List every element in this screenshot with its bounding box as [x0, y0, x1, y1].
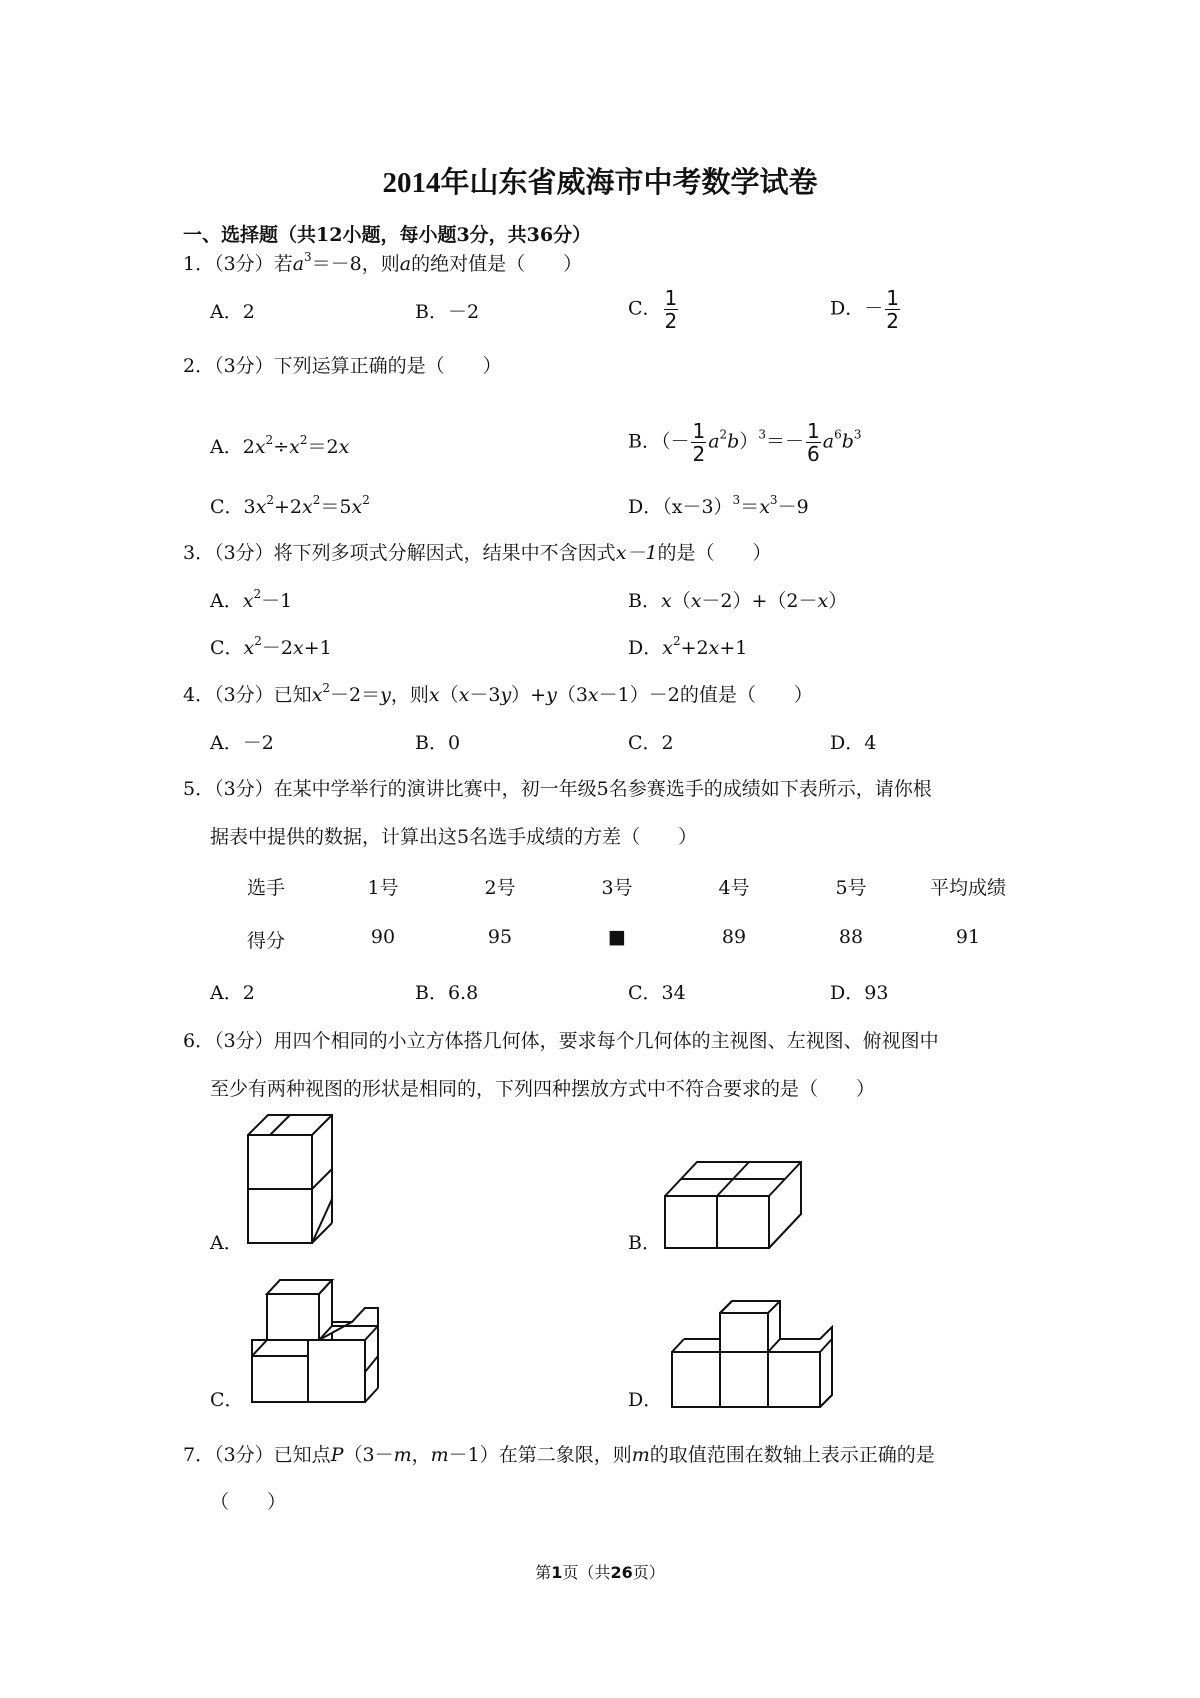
table-header-cell: 5号: [835, 877, 867, 899]
fraction-num: 1: [664, 286, 678, 310]
q7-text-b: 在第二象限，则: [498, 1444, 632, 1466]
q4-option-d: D．4: [830, 732, 877, 754]
q1-option-b: B．－2: [415, 301, 480, 323]
q4-option-a: A．－2: [210, 732, 274, 754]
q2-b-frac2: $\frac{1}{6}$: [807, 419, 820, 466]
q3-factor: x－1: [615, 542, 658, 564]
q2-option-d: D．$(x-3)^3=x^3-9$: [628, 493, 809, 518]
q7-text-c: 的取值范围在数轴上表示正确的是: [649, 1444, 935, 1466]
question-2: 2．（3分）下列运算正确的是（ ）: [183, 355, 502, 377]
question-6-line1: 6．（3分）用四个相同的小立方体搭几何体，要求每个几何体的主视图、左视图、俯视图中: [183, 1030, 939, 1052]
cube-figure-c: [252, 1280, 392, 1402]
question-4: 4．（3分）已知$x^2-2=y$，则x（x－3y）+y（3x－1）－2的值是（ ）: [183, 681, 813, 706]
q2-d-label: D．（x－3）: [628, 496, 733, 518]
q1-text-b: ＝－8，则: [311, 253, 400, 275]
q4-text: 4．（3分）已知: [183, 684, 312, 706]
q1-d-fraction: [885, 287, 900, 332]
q2-b-label: B．（－: [628, 430, 690, 453]
q2-option-a: A．$2x^2\div x^2=2x$: [210, 433, 350, 458]
q4-option-c: C．2: [628, 732, 674, 754]
table-cell: 89: [721, 926, 747, 948]
table-header-cell: 平均成绩: [929, 877, 1006, 899]
q2-c-label: C．: [210, 496, 244, 518]
table-cell: 88: [838, 926, 864, 948]
table-cell: 91: [955, 926, 981, 948]
q1-c-label: C．: [628, 297, 662, 320]
table-cell: 95: [487, 926, 513, 948]
q3-option-d: D．$x^2+2x+1$: [628, 634, 748, 659]
footer-prefix: 第: [535, 1563, 552, 1582]
q1-d-label: D．－: [830, 297, 884, 320]
question-5-line2: 据表中提供的数据，计算出这5名选手成绩的方差（ ）: [210, 826, 698, 848]
q2-b-frac1: $\frac{1}{2}$: [692, 419, 706, 466]
q7-text-a: 7．（3分）已知点: [183, 1444, 331, 1466]
q4-option-b: B．0: [415, 732, 461, 754]
q2-a-label: A．: [210, 436, 243, 458]
q1-var: a: [292, 253, 305, 275]
q6-option-b: B．: [628, 1232, 661, 1254]
question-1: [183, 249, 582, 276]
fraction-den: 2: [664, 309, 678, 333]
question-3: [183, 538, 772, 565]
table-header-cell: 选手: [246, 877, 285, 899]
q6-option-d: D．: [628, 1389, 663, 1411]
q5-option-a: A．2: [210, 982, 255, 1004]
footer-suffix: 页）: [632, 1563, 665, 1582]
fraction-num: 1: [886, 286, 899, 310]
footer-mid: 页（共: [562, 1563, 611, 1582]
table-header-cell: 4号: [718, 877, 750, 899]
q3-option-a: A．$x^2-1$: [210, 587, 293, 612]
q2-option-b: B．（－ $\frac{1}{2}$ $a^2b)^3=-$ $\frac{1}{6}$ $a^6b^3$: [628, 419, 862, 466]
q5-option-b: B．6.8: [415, 982, 479, 1004]
table-cell: 得分: [246, 930, 285, 952]
cube-figure-a: [248, 1115, 348, 1245]
question-7-line1: 7．（3分）已知点P（3－m，m－1）在第二象限，则m的取值范围在数轴上表示正确的是: [183, 1444, 935, 1466]
table-cell: 90: [370, 926, 396, 948]
table-header-cell: 2号: [484, 877, 516, 899]
q5-option-c: C．34: [628, 982, 686, 1004]
q3-option-c: C．$x^2-2x+1$: [210, 634, 332, 659]
footer-total: 26: [610, 1563, 633, 1582]
cube-figure-b: [665, 1162, 815, 1248]
question-6-line2: 至少有两种视图的形状是相同的，下列四种摆放方式中不符合要求的是（ ）: [210, 1078, 876, 1100]
table-header-cell: 3号: [601, 877, 633, 899]
q5-option-d: D．93: [830, 982, 889, 1004]
cube-figure-d: [672, 1297, 832, 1407]
q3-option-b: B．x（x－2）+（2－x）: [628, 590, 848, 612]
q1-number: 1．（3分）: [183, 253, 274, 275]
page-footer: [0, 1560, 1200, 1583]
fraction-den: 2: [886, 309, 899, 333]
q3-tail: 的是（ ）: [657, 542, 772, 564]
table-cell: ■: [608, 926, 626, 948]
q1-option-d: [830, 287, 902, 332]
section-heading: 一、选择题（共12小题，每小题3分，共36分）: [183, 224, 592, 246]
q6-option-c: C．: [210, 1389, 244, 1411]
question-5-line1: 5．（3分）在某中学举行的演讲比赛中，初一年级5名参赛选手的成绩如下表所示，请你根: [183, 778, 932, 800]
q1-c-fraction: [664, 287, 679, 332]
q1-var2: a: [399, 253, 412, 275]
q2-option-c: C．$3x^2+2x^2=5x^2$: [210, 493, 370, 518]
table-header-cell: 1号: [367, 877, 399, 899]
q1-text-c: 的绝对值是（ ）: [411, 253, 583, 275]
q1-option-a: A．2: [210, 301, 255, 323]
q3-text: 3．（3分）将下列多项式分解因式，结果中不含因式: [183, 542, 616, 564]
q1-text-a: 若: [273, 253, 293, 275]
footer-page: 1: [551, 1563, 563, 1582]
q1-exp: 3: [304, 250, 312, 264]
question-7-line2: （ ）: [210, 1491, 287, 1513]
page-title: 2014年山东省威海市中考数学试卷: [382, 167, 818, 199]
q6-option-a: A．: [210, 1232, 243, 1254]
q1-option-c: [628, 287, 680, 332]
